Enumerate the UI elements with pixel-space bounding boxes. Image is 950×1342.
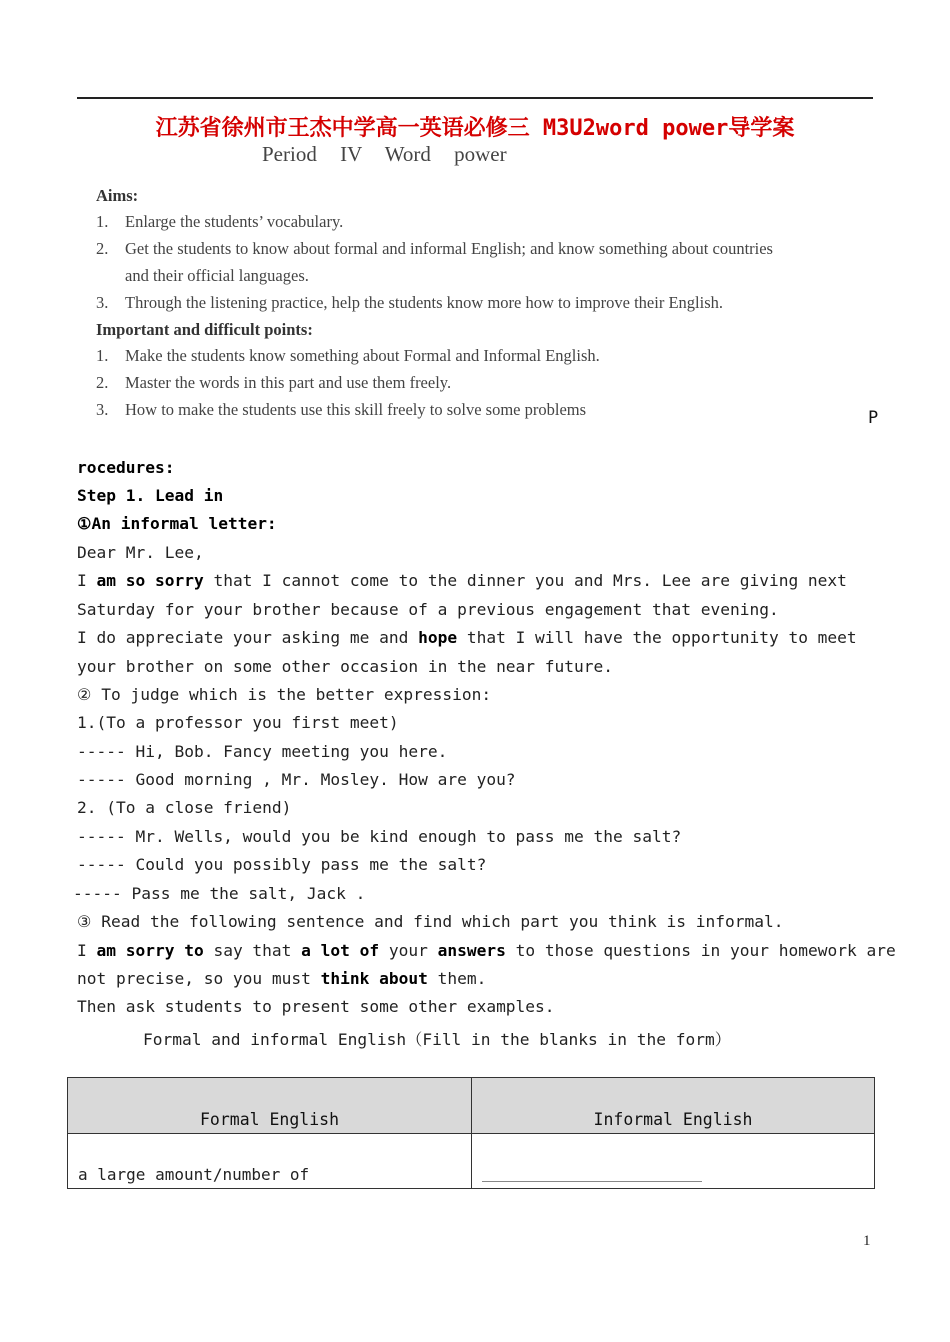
cell-formal: a large amount/number of — [68, 1134, 472, 1188]
page-title: 江苏省徐州市王杰中学高一英语必修三 M3U2word power导学案 — [155, 116, 795, 141]
header-informal: Informal English — [593, 1110, 753, 1129]
judge-heading: ② To judge which is the better expression: — [77, 685, 492, 704]
aims-item-1: 1. Enlarge the students’ vocabulary. — [96, 212, 344, 231]
read-heading: ③ Read the following sentence and find which part you think is informal. — [77, 912, 784, 931]
judge-q2-option-c: ----- Pass me the salt, Jack . — [73, 884, 366, 903]
top-rule — [77, 97, 873, 99]
procedures-heading: rocedures: — [77, 458, 175, 477]
header-formal: Formal English — [68, 1078, 472, 1133]
judge-q1: 1.(To a professor you first meet) — [77, 713, 399, 732]
table-header-row — [68, 1078, 874, 1134]
table-caption: Formal and informal English（Fill in the blanks in the form） — [143, 1030, 731, 1049]
stray-letter: P — [868, 408, 879, 428]
fill-in-blank[interactable] — [482, 1181, 702, 1182]
letter-line-1: I am so sorry that I cannot come to the dinner you and Mrs. Lee are giving next — [77, 571, 847, 590]
judge-q1-option-b: ----- Good morning , Mr. Mosley. How are you? — [77, 770, 516, 789]
table-row — [68, 1134, 874, 1188]
points-item-1: 1. Make the students know something about Formal and Informal English. — [96, 346, 600, 365]
judge-q2-option-b: ----- Could you possibly pass me the salt? — [77, 855, 487, 874]
page-number: 1 — [863, 1233, 871, 1249]
read-sentence-1: I am sorry to say that a lot of your answers to those questions in your homework are — [77, 941, 896, 960]
judge-q2-option-a: ----- Mr. Wells, would you be kind enough to pass me the salt? — [77, 827, 682, 846]
aims-item-2: 2. Get the students to know about formal and informal English; and know something about countries — [96, 239, 773, 258]
read-instruction: Then ask students to present some other examples. — [77, 997, 555, 1016]
points-item-3: 3. How to make the students use this skill freely to solve some problems — [96, 400, 587, 419]
letter-line-4: your brother on some other occasion in the near future. — [77, 657, 614, 676]
formal-informal-table — [67, 1077, 875, 1189]
points-item-2: 2. Master the words in this part and use them freely. — [96, 373, 452, 392]
step1-heading: Step 1. Lead in — [77, 486, 224, 505]
judge-q1-option-a: ----- Hi, Bob. Fancy meeting you here. — [77, 742, 448, 761]
judge-q2: 2. (To a close friend) — [77, 798, 292, 817]
read-sentence-2: not precise, so you must think about them. — [77, 969, 487, 988]
informal-letter-heading: ①An informal letter: — [77, 514, 277, 533]
aims-item-3: 3. Through the listening practice, help the students know more how to improve their English. — [96, 293, 724, 312]
points-heading: Important and difficult points: — [96, 320, 313, 339]
period-subtitle: Period IV Word power — [262, 142, 507, 166]
letter-greeting: Dear Mr. Lee, — [77, 543, 204, 562]
cell-informal-blank[interactable] — [472, 1134, 874, 1188]
letter-line-2: Saturday for your brother because of a previous engagement that evening. — [77, 600, 779, 619]
aims-heading: Aims: — [96, 186, 139, 205]
aims-item-2-cont: and their official languages. — [125, 266, 309, 285]
letter-line-3: I do appreciate your asking me and hope that I will have the opportunity to meet — [77, 628, 857, 647]
